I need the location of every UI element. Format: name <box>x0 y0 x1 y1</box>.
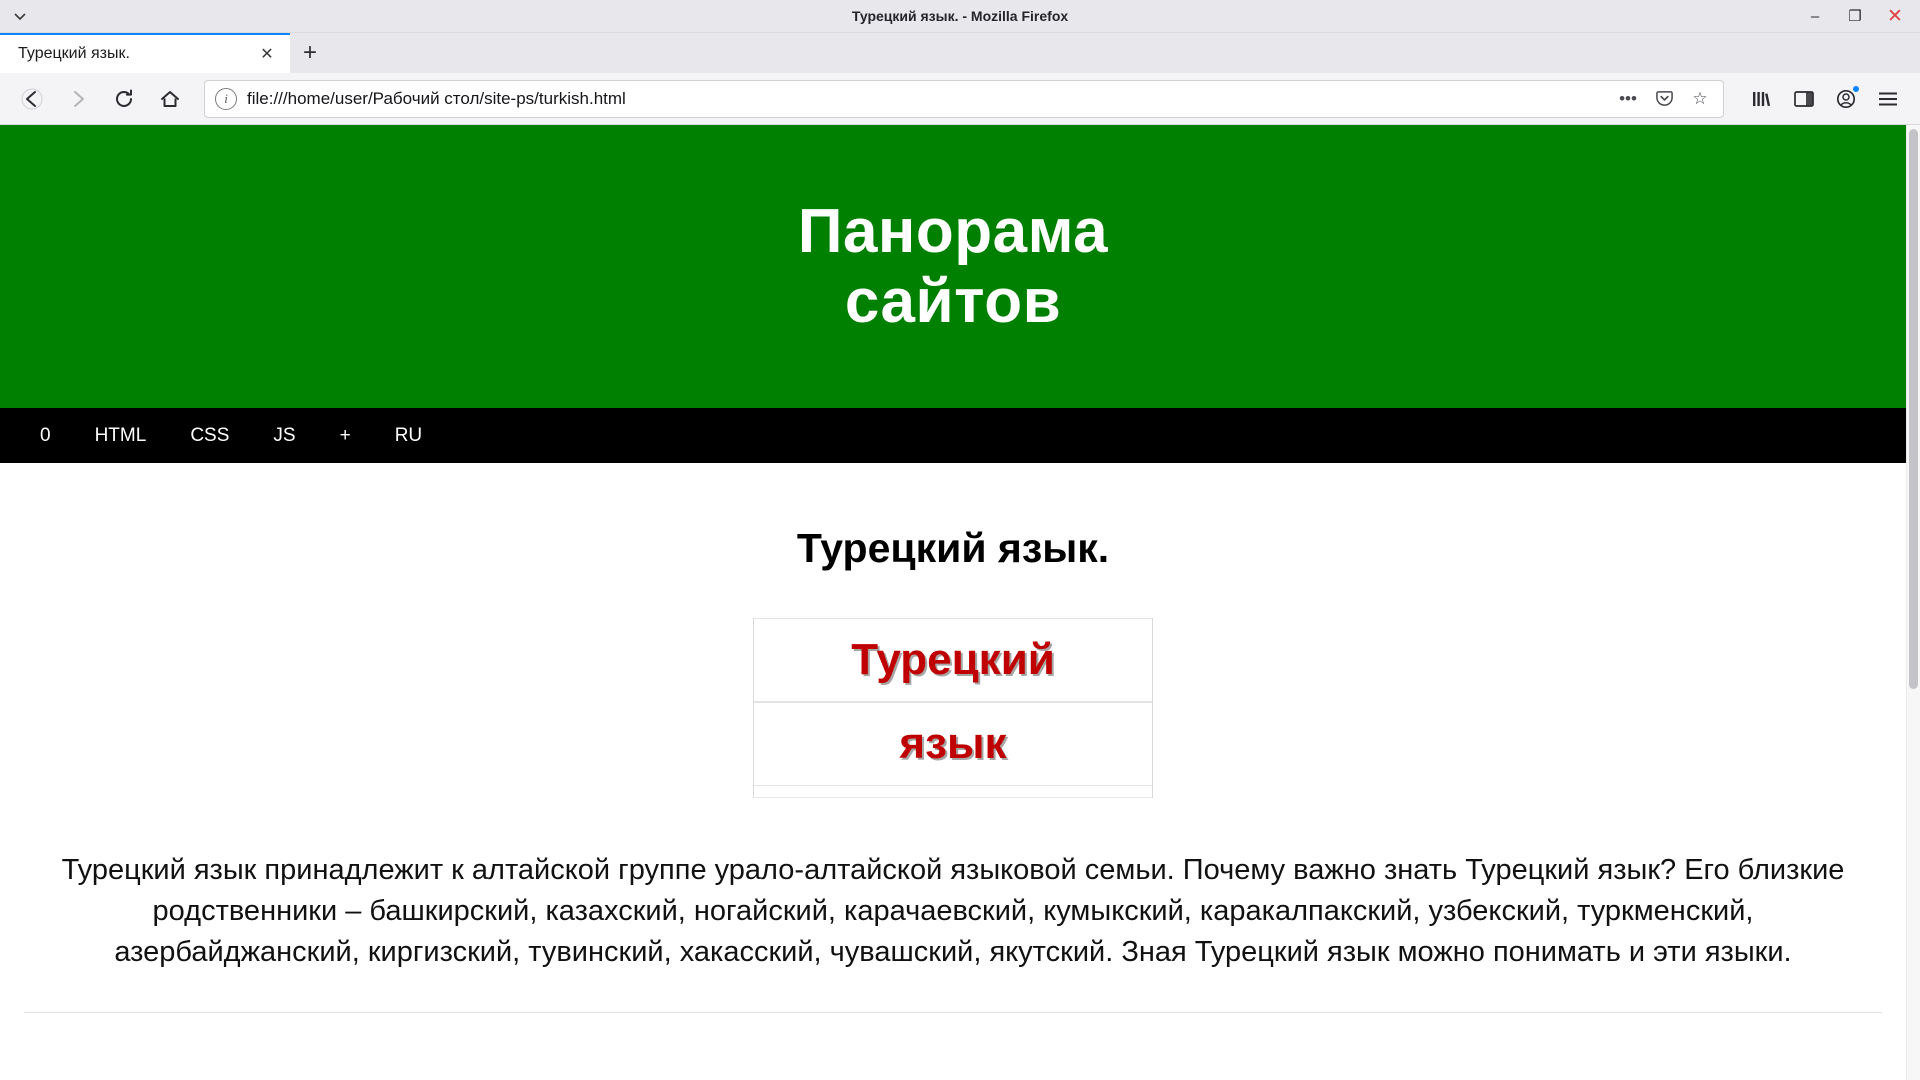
maximize-button[interactable]: ❐ <box>1848 7 1862 25</box>
nav-link-0[interactable]: 0 <box>40 425 51 446</box>
sidebar-glyph-icon <box>1793 89 1815 109</box>
title-image-line1: Турецкий <box>851 635 1055 684</box>
page-info-icon[interactable]: i <box>215 88 237 110</box>
bookmark-star-icon[interactable]: ☆ <box>1692 88 1708 108</box>
pocket-glyph-icon <box>1655 89 1674 108</box>
account-glyph-icon <box>1835 88 1857 110</box>
site-title <box>798 197 1108 336</box>
reload-icon <box>113 88 135 110</box>
back-button[interactable] <box>12 79 52 119</box>
nav-link-html[interactable]: HTML <box>94 425 147 446</box>
close-button[interactable]: ✕ <box>1887 5 1903 27</box>
title-bar <box>0 0 1920 33</box>
tab-turkish[interactable] <box>0 33 290 73</box>
nav-link-js[interactable]: JS <box>273 425 296 446</box>
window-menu-button[interactable] <box>0 9 40 23</box>
address-bar[interactable] <box>204 80 1724 118</box>
arrow-right-icon <box>67 88 89 110</box>
hamburger-menu-icon <box>1877 90 1899 108</box>
sidebar-icon[interactable] <box>1784 79 1824 119</box>
chevron-down-icon <box>13 9 27 23</box>
home-button[interactable] <box>150 79 190 119</box>
nav-link-plus[interactable]: + <box>339 425 351 446</box>
article-paragraph: Турецкий язык принадлежит к алтайской группе урало-алтайской языковой семьи. Почему важно знать Турецкий язык? Его близкие родственники – башкирский, казахский, ногайский, карачаевский, кумыкский, каракалпакский, узбекский, туркменский, азербайджанский, киргизский, тувинский, хакасский, чувашский, якутский. Зная Турецкий язык можно понимать и эти языки. <box>61 854 1845 969</box>
scrollbar-thumb[interactable] <box>1909 129 1918 689</box>
page-content <box>0 525 1906 1013</box>
title-image-row-1 <box>754 618 1152 702</box>
page-actions-icon[interactable]: ••• <box>1619 88 1637 108</box>
navigation-toolbar <box>0 73 1920 125</box>
site-title-line1: Панорама <box>797 197 1109 267</box>
minimize-button[interactable]: – <box>1810 7 1820 25</box>
reload-button[interactable] <box>104 79 144 119</box>
window-title: Турецкий язык. - Mozilla Firefox <box>851 8 1069 24</box>
tab-title: Турецкий язык. <box>18 45 130 62</box>
app-menu-button[interactable] <box>1868 79 1908 119</box>
new-tab-button[interactable]: + <box>302 39 317 66</box>
close-icon[interactable]: ✕ <box>260 46 274 63</box>
page-title: Турецкий язык. <box>796 525 1110 571</box>
site-navbar <box>0 408 1906 463</box>
page-scrollbar[interactable] <box>1906 125 1920 1080</box>
web-page <box>0 125 1906 1080</box>
arrow-left-icon <box>21 88 43 110</box>
forward-button[interactable] <box>58 79 98 119</box>
title-image-footer <box>754 786 1152 798</box>
site-banner <box>0 125 1906 408</box>
content-divider <box>24 1012 1882 1013</box>
home-icon <box>159 88 181 110</box>
pocket-icon[interactable] <box>1651 86 1677 112</box>
library-glyph-icon <box>1751 89 1773 109</box>
account-icon[interactable] <box>1826 79 1866 119</box>
nav-link-ru[interactable]: RU <box>394 425 423 446</box>
tab-bar <box>0 33 1920 73</box>
url-input[interactable]: file:///home/user/Рабочий стол/site-ps/turkish.html <box>247 88 626 108</box>
toolbar-right <box>1738 79 1908 119</box>
title-image <box>753 618 1153 798</box>
nav-link-css[interactable]: CSS <box>190 425 230 446</box>
page-viewport <box>0 125 1920 1080</box>
window-controls <box>1806 7 1920 25</box>
title-image-row-2 <box>754 702 1152 786</box>
site-title-line2: сайтов <box>844 266 1062 336</box>
library-icon[interactable] <box>1742 79 1782 119</box>
title-image-line2: язык <box>899 719 1007 768</box>
